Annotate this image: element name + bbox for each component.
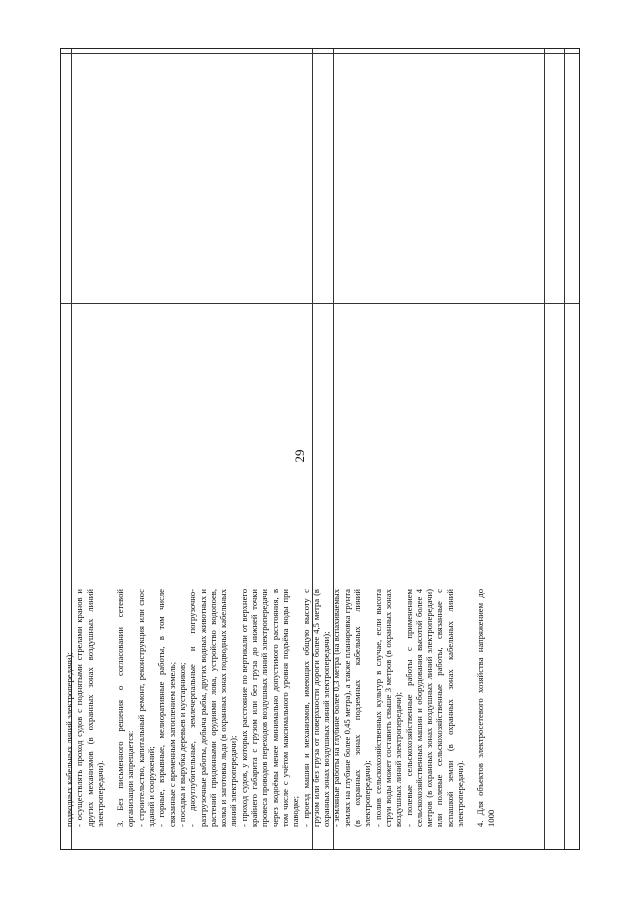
paragraph: 4. Для объектов электросетевого хозяйства напряжением до 1000 xyxy=(475,589,496,827)
paragraph: - проезд машин и механизмов, имеющих общую высоту с грузом или без груза от поверхности дороги более 4,5 метра (в охранных зонах воздушных линий электропередачи); xyxy=(300,589,332,827)
paragraph: - полив сельскохозяйственных культур в случае, если высота струи воды может составить свыше 3 метров (в охранных зонах воздушных линий электропередачи); xyxy=(372,589,404,827)
rotated-text-block xyxy=(60,52,580,852)
paragraph: - осуществлять проход судов с поднятыми стрелами кранов и других механизмов (в охранных зонах воздушных линий электропередачи). xyxy=(74,589,105,827)
paragraph: - строительство, капитальный ремонт, реконструкция или снос зданий и сооружений; xyxy=(135,589,157,827)
paragraph: - дноуглубительные, землечерпальные и погрузочно-разгрузочные работы, добыча рыбы, других водных животных и растений придонными орудиями лова, устройство водопоев, колка и заготовка льда (в охранных зонах подводных кабельных линий электропередачи); xyxy=(187,589,239,827)
text-column-1 xyxy=(64,589,496,827)
paragraph: - посадка и вырубка деревьев и кустарников; xyxy=(176,662,187,827)
paragraph: - земляные работы на глубине более 0,3 метра (на вспахиваемых землях на глубине более 0,45 метра), а также планировка грунта (в охранных зонах подземных кабельных линий электропередачи); xyxy=(331,589,373,827)
paragraph: - проход судов, у которых расстояние по вертикали от верхнего крайнего габарита с грузом или без груза до нижней точки провеса проводов переходов воздушных линий электропередачи через водоёмы менее минимально допустимого расстояния, в том числе с учётом максимального уровня подъёма воды при паводке; xyxy=(238,589,301,827)
page-number: 29 xyxy=(292,449,307,463)
paragraph: - горные, взрывные, мелиоративные работы, в том числе связанные с временным затоплением земель; xyxy=(156,589,177,827)
paragraph: - полевые сельскохозяйственные работы с применением сельскохозяйственных машин и оборудования высотой более 4 метров (в охранных зонах воздушных линий электропередачи) или полевые сельскохозяйственные работы, связанные с вспашкой земли (в охранных зонах кабельных линий электропередачи). xyxy=(403,589,465,827)
paragraph: 3. Без письменного решения о согласовании сетевой организации запрещается: xyxy=(115,589,136,827)
paragraph: подводных кабельных линий электропередачи); xyxy=(64,652,74,827)
